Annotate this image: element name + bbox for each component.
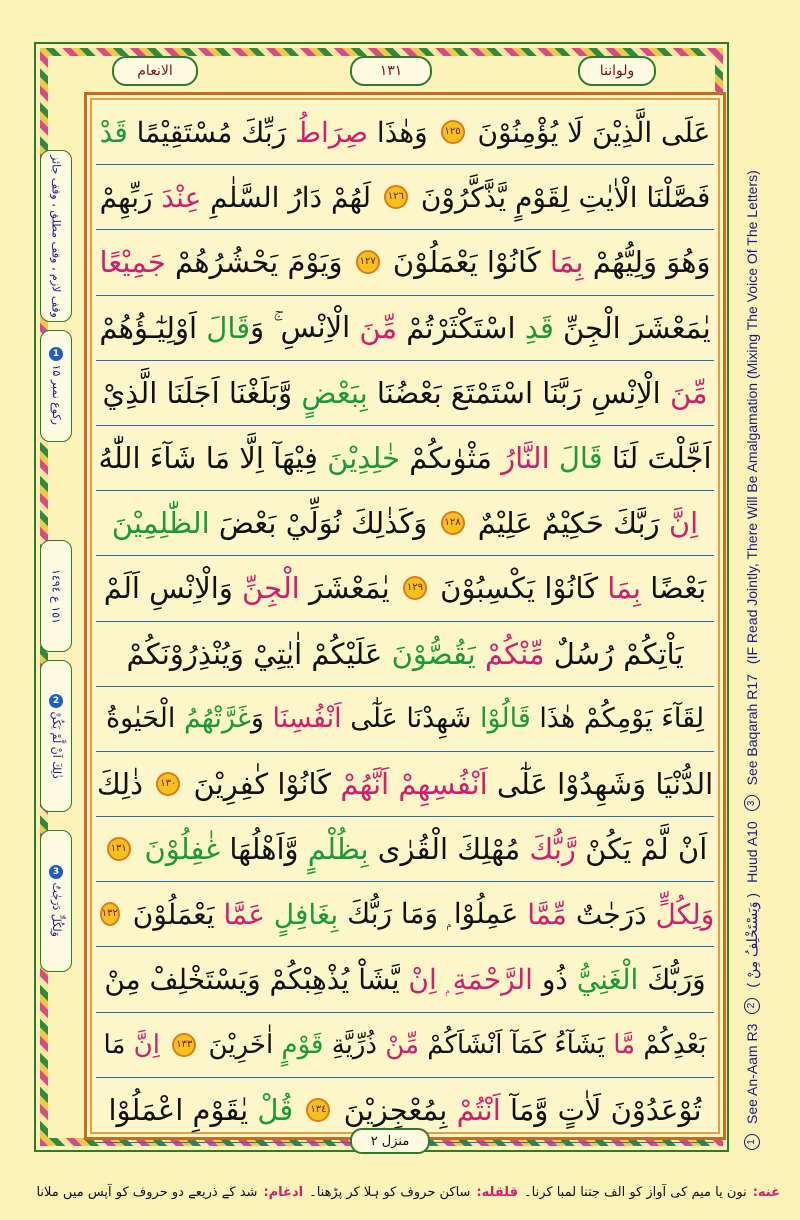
- verse-text: وَّاَهْلُهَا: [220, 832, 308, 867]
- verse-text: اَجَّلْتَ لَنَا: [602, 441, 712, 476]
- verse-text: الْاِنْسِ ۚ وَ: [250, 310, 360, 345]
- verse-line: [96, 100, 714, 165]
- side-note-left: [40, 660, 72, 812]
- verse-text: وَهٰذَا: [368, 115, 437, 149]
- side-note-left: [40, 150, 72, 322]
- juz-name: ولواننا: [599, 63, 635, 79]
- side-note: (IF Read Jointly, There Will Be Amalgamation (Mixing The Voice Of The Letters): [744, 170, 760, 665]
- verse-text: قَوْمٍ: [281, 1029, 324, 1060]
- verse-line: [96, 752, 714, 817]
- side-note-text: وقف لازم ، وقف مطلق ، وقف جائز: [49, 154, 63, 318]
- verse-text: عَلَى الَّذِيْنَ لَا يُؤْمِنُوْنَ: [468, 115, 711, 149]
- verse-text: مُهْلِكَ الْقُرٰى: [368, 832, 530, 867]
- verse-text: قَدْ: [99, 115, 128, 149]
- side-note-text: [49, 694, 63, 779]
- side-note-left: [40, 830, 72, 972]
- legend-definition: ساکن حروف کو ہلا کر پڑھنا۔: [309, 1184, 471, 1200]
- ayah-number-marker: ١٣٣: [172, 1033, 196, 1057]
- verse-text: عَمَّا: [223, 897, 274, 931]
- verse-text: الْجِنِّ: [242, 571, 300, 606]
- verse-line: [96, 230, 714, 295]
- verse-text: اِنَّ: [133, 1029, 169, 1060]
- verse-text: غٰفِلُوْنَ: [144, 832, 221, 867]
- side-note-label: رکوع نمبر ۱۵: [50, 364, 63, 425]
- verse-text: جَمِيْعًا: [99, 245, 166, 280]
- verse-text: ذُو: [532, 963, 577, 997]
- verse-text: قَدِ: [524, 310, 554, 345]
- side-note-text: [49, 865, 63, 937]
- verse-text: وَالْاِنْسِ اَلَمْ: [103, 571, 243, 606]
- verse-text: اَنْ لَّمْ يَكُنْ: [575, 832, 708, 867]
- verse-lines: [96, 100, 714, 1143]
- verse-text: اَنْتُمْ: [447, 1092, 510, 1127]
- verse-text: وَ: [250, 703, 273, 735]
- note-number: 3: [49, 865, 63, 879]
- surah-name: الانعام: [137, 63, 173, 79]
- verse-text: [135, 832, 145, 866]
- verse-line: [96, 556, 714, 621]
- verse-text: اَوْلِيٰٓـؤُهُمْ: [99, 310, 207, 345]
- note-number: 1: [49, 347, 63, 361]
- verse-text: وَّمَآ: [509, 1092, 549, 1127]
- verse-text: الظّٰلِمِيْنَ: [111, 506, 210, 541]
- verse-text: يَقُصُّوْنَ: [391, 636, 485, 671]
- note-number: 3: [744, 795, 760, 811]
- verse-text: بِمَا: [549, 245, 584, 280]
- verse-text: فِيْهَآ اِلَّا مَا شَآءَ اللّٰهُ: [98, 441, 328, 476]
- verse-text: قَالُوْا: [479, 703, 531, 735]
- side-note: Huud A10: [744, 821, 760, 883]
- verse-text: وَهُوَ وَلِيُّهُمْ: [583, 245, 711, 280]
- verse-text: غَرَّتْهُمُ: [183, 703, 251, 735]
- verse-text: بِظُلْمٍ: [307, 832, 369, 867]
- manzil-label: [350, 1128, 430, 1154]
- verse-line: [96, 817, 714, 882]
- verse-text: ذٰلِكَ: [96, 766, 153, 801]
- verse-text: مِّنَ: [669, 375, 708, 410]
- verse-text: يَعْمَلُوْنَ: [123, 897, 224, 931]
- legend-term: ادغام:: [263, 1184, 304, 1200]
- ayah-number-marker: ١٣١: [107, 837, 131, 861]
- legend-term: غنه:: [752, 1184, 780, 1200]
- verse-text: الْاِنْسِ رَبَّنَا اسْتَمْتَعَ بَعْضُنَا: [367, 375, 670, 410]
- verse-text: وَرَبُّكَ: [638, 963, 706, 997]
- verse-text: بَعْضًا: [650, 571, 707, 606]
- verse-text: قَالَ: [558, 441, 603, 476]
- verse-text: عَمِلُوْا ۭ وَمَا رَبُّكَ: [338, 897, 528, 931]
- side-note-left: [40, 540, 72, 652]
- verse-text: بَعْدِكُمْ: [635, 1029, 707, 1060]
- verse-text: اِنَّ: [668, 506, 699, 541]
- verse-line: [96, 296, 714, 361]
- side-note-label: وَلِكُلٍّ دَرَجٰتٌ: [50, 882, 63, 937]
- manzil-text: منزل ٢: [370, 1133, 410, 1149]
- ayah-number-marker: ١٢٨: [441, 511, 465, 535]
- juz-name-label: [578, 56, 656, 86]
- verse-line: [96, 361, 714, 426]
- verse-text: كَانُوْا كٰفِرِيْنَ: [184, 766, 341, 801]
- side-notes-right: [741, 130, 763, 1150]
- ayah-number-marker: ١٢٦: [384, 185, 408, 209]
- verse-text: يٰقَوْمِ اعْمَلُوْا: [108, 1092, 258, 1127]
- verse-text: عِنْدَ: [161, 180, 202, 214]
- verse-text: بِمُعْجِزِيْنَ: [334, 1092, 448, 1127]
- verse-text: مِّنْكُمْ: [484, 636, 545, 671]
- verse-text: رَبِّكَ مُسْتَقِيْمًا: [127, 115, 296, 149]
- verse-text: مَا: [103, 1029, 134, 1060]
- verse-text: وَكَذٰلِكَ نُوَلِّيْ بَعْضَ: [209, 506, 437, 541]
- verse-line: [96, 947, 714, 1012]
- verse-line: [96, 491, 714, 556]
- side-note: See An-Aam R3: [744, 1023, 760, 1124]
- side-note-text: [49, 347, 63, 425]
- verse-line: [96, 1013, 714, 1078]
- verse-text: خٰلِدِيْنَ: [327, 441, 401, 476]
- verse-text: بِمَا: [607, 571, 651, 606]
- side-note-label: ذٰلِكَ اَنْ لَّمْ يَكُنْ: [50, 711, 63, 779]
- verse-text: دَرَجٰتٌ: [566, 897, 656, 931]
- verse-text: يٰمَعْشَرَ الْجِنِّ: [553, 310, 711, 345]
- verse-text: الْغَنِيُّ: [576, 963, 639, 997]
- side-note: ( وَيَسْتَخْلِفُ مِنْ ): [743, 892, 760, 988]
- verse-text: يَوْمِكُمْ هٰذَا: [530, 703, 662, 735]
- verse-line: [96, 687, 714, 752]
- verse-text: وَيَوْمَ يَحْشُرُهُمْ: [165, 245, 352, 280]
- verse-text: الدُّنْيَا وَشَهِدُوْا عَلٰٓى: [487, 766, 714, 801]
- verse-text: يَشَآءُ كَمَآ اَنْشَاَكُمْ: [419, 1029, 614, 1060]
- verse-text: رَبِّهِمْ: [99, 180, 162, 214]
- verse-text: مِّنْ: [385, 1029, 419, 1060]
- verse-text: الْاٰيٰتِ لِقَوْمٍ يَّذَّكَّرُوْنَ: [411, 180, 647, 214]
- verse-text: بِبَعْضٍ: [301, 375, 368, 410]
- note-number: 1: [744, 1134, 760, 1150]
- verse-text: يٰمَعْشَرَ: [299, 571, 399, 606]
- tajweed-legend: [20, 1178, 780, 1206]
- verse-text: مَّا: [613, 1029, 636, 1060]
- verse-line: [96, 426, 714, 491]
- verse-text: قُلْ: [257, 1092, 303, 1127]
- verse-text: ۭ اِنْ: [408, 962, 453, 996]
- verse-text: يَّشَاْ يُذْهِبْكُمْ وَيَسْتَخْلِفْ مِنْ: [104, 963, 409, 997]
- verse-text: كَانُوْا يَكْسِبُوْنَ: [430, 571, 608, 606]
- verse-text: بِغَافِلٍ: [273, 897, 339, 931]
- verse-text: قَالَ: [206, 310, 251, 345]
- legend-definition: نون یا میم کی آواز کو الف جتنا لمبا کرنا۔: [524, 1184, 747, 1200]
- side-note-text: ١٥١ ع ١٤٩٤: [49, 568, 63, 624]
- verse-text: شَهِدْنَا عَلٰٓى: [341, 703, 480, 735]
- verse-text: لَهُمْ دَارُ السَّلٰمِ: [201, 180, 380, 214]
- verse-text: النَّارُ: [491, 441, 559, 476]
- surah-name-label: [112, 56, 198, 86]
- verse-text: رَبَّكَ حَكِيْمٌ عَلِيْمٌ: [468, 506, 669, 541]
- verse-text: مِّنَ: [359, 310, 398, 345]
- ayah-number-marker: ١٣٠: [156, 772, 180, 796]
- note-number: 2: [744, 998, 760, 1014]
- page-number-label: [350, 56, 432, 86]
- ayah-number-marker: ١٣٤: [306, 1098, 330, 1122]
- verse-text: اَنَّهُمْ: [340, 766, 399, 801]
- ayah-number-marker: ١٢٩: [403, 576, 427, 600]
- verse-text: فَصَّلْنَا: [646, 180, 711, 214]
- verse-text: وَلِكُلٍّ: [655, 897, 714, 931]
- verse-text: اسْتَكْثَرْتُمْ: [397, 310, 525, 345]
- legend-term: قلقله:: [476, 1184, 519, 1200]
- note-number: 2: [49, 694, 63, 708]
- verse-text: اَنْفُسِهِمْ: [398, 766, 488, 801]
- ayah-number-marker: ١٣٢: [100, 902, 120, 926]
- verse-line: [96, 165, 714, 230]
- verse-text: وَّبَلَغْنَا اَجَلَنَا الَّذِيْ: [102, 375, 302, 410]
- side-note-left: [40, 330, 72, 442]
- verse-line: [96, 882, 714, 947]
- verse-line: [96, 622, 714, 687]
- verse-text: مَثْوٰىكُمْ: [400, 441, 492, 476]
- page-number: ١٣١: [379, 63, 403, 79]
- verse-text: ذُرِّيَّةِ: [323, 1029, 386, 1060]
- verse-text: اٰخَرِيْنَ: [200, 1029, 282, 1060]
- verse-text: صِرَاطُ: [295, 115, 369, 149]
- verse-text: يَاْتِكُمْ رُسُلٌ: [544, 636, 684, 671]
- verse-text: رَّبُّكَ: [529, 832, 576, 867]
- side-note: See Baqarah R17: [744, 674, 760, 786]
- verse-text: عَلَيْكُمْ اٰيٰتِيْ وَيُنْذِرُوْنَكُمْ: [126, 636, 392, 671]
- verse-text: لِقَآءَ: [661, 703, 705, 735]
- verse-text: كَانُوْا يَعْمَلُوْنَ: [383, 245, 550, 280]
- ayah-number-marker: ١٢٧: [356, 250, 380, 274]
- verse-text: مِّمَّا: [527, 897, 567, 931]
- verse-text: اَنْفُسِنَا: [272, 703, 342, 735]
- verse-text: الرَّحْمَةِ: [452, 963, 533, 997]
- verse-text: تُوْعَدُوْنَ لَاٰتٍ: [548, 1092, 702, 1127]
- legend-definition: شد کے ذریعے دو حروف کو آپس میں ملانا: [36, 1184, 258, 1200]
- verse-text: الْحَيٰوةُ: [105, 703, 184, 735]
- ayah-number-marker: ١٢٥: [441, 120, 465, 144]
